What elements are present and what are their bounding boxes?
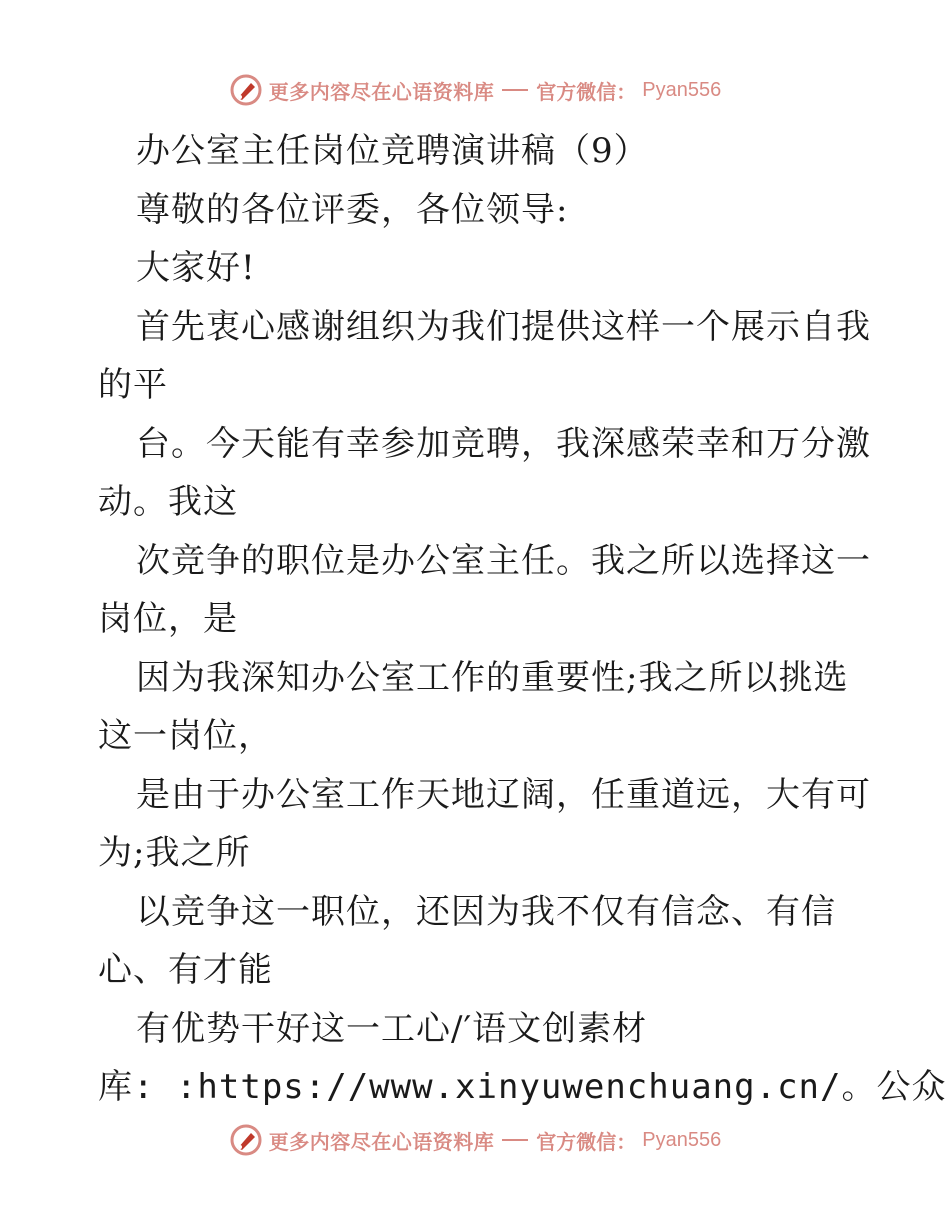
watermark-text: 更多内容尽在心语资料库 [268, 1129, 495, 1154]
paragraph-line: 以竞争这一职位，还因为我不仅有信念、有信 [136, 891, 836, 932]
document-body [98, 122, 947, 1117]
paragraph-line: 为;我之所 [98, 833, 251, 873]
watermark-wechat-label: 官方微信： [536, 1129, 637, 1154]
paragraph-line: 这一岗位， [98, 716, 273, 756]
paragraph-line: 是由于办公室工作天地辽阔，任重道远，大有可 [136, 774, 871, 815]
watermark-wechat-label: 官方微信： [536, 79, 637, 104]
paragraph-line: 次竞争的职位是办公室主任。我之所以选择这一 [136, 540, 871, 581]
watermark-wechat-id: Pyan556 [642, 1128, 722, 1151]
paragraph-line: 因为我深知办公室工作的重要性;我之所以挑选 [136, 657, 849, 698]
watermark-banner-bottom [0, 1120, 950, 1160]
watermark-banner-top [0, 70, 950, 110]
pen-nib-seal-icon [229, 1123, 263, 1157]
paragraph-line: 心、有才能 [98, 950, 273, 990]
paragraph-line: 岗位，是 [98, 599, 238, 639]
paragraph-line-url: 库: :https://www.xinyuwenchuang.cn/。公众 [98, 1067, 947, 1107]
watermark-text: 更多内容尽在心语资料库 [268, 79, 495, 104]
document-title: 办公室主任岗位竞聘演讲稿（9） [136, 131, 649, 171]
paragraph-line: 有优势干好这一工心/′语文创素材 [136, 1008, 648, 1049]
pen-nib-seal-icon [229, 73, 263, 107]
paragraph-line: 动。我这 [98, 482, 238, 522]
watermark-dash [502, 1139, 528, 1141]
watermark-dash [502, 89, 528, 91]
paragraph-line: 台。今天能有幸参加竞聘，我深感荣幸和万分激 [136, 423, 871, 464]
watermark-wechat-id: Pyan556 [642, 78, 722, 101]
salutation: 尊敬的各位评委，各位领导: [136, 189, 569, 230]
greeting: 大家好! [136, 248, 256, 288]
paragraph-line: 首先衷心感谢组织为我们提供这样一个展示自我 [136, 306, 871, 347]
paragraph-line: 的平 [98, 365, 168, 405]
